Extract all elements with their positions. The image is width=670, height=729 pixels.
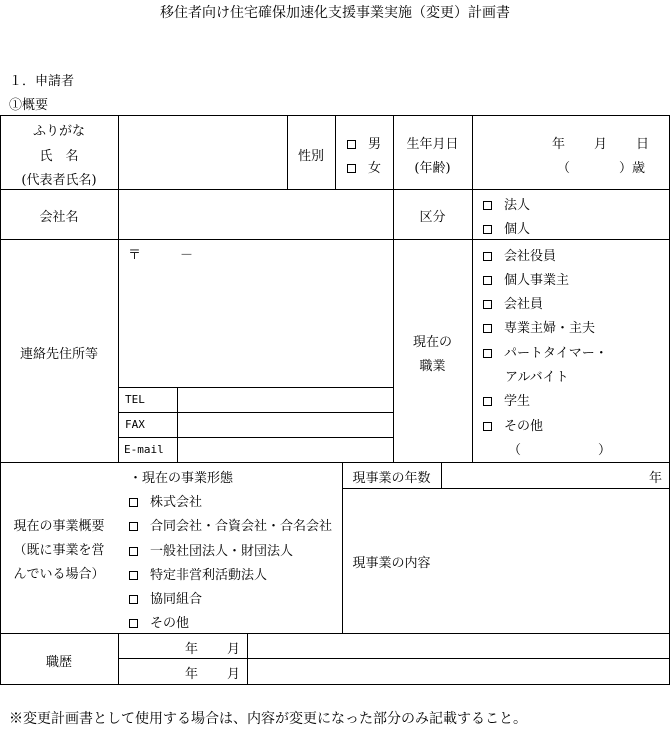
business-form-option-label: 特定非営利活動法人 bbox=[150, 568, 268, 583]
occupation-option-label: 会社役員 bbox=[504, 249, 557, 264]
address-input[interactable] bbox=[124, 262, 389, 382]
email-input[interactable] bbox=[180, 439, 390, 460]
business-overview-label-line2: （既に事業を営 bbox=[13, 543, 105, 558]
subsection-heading: ①概要 bbox=[9, 98, 49, 113]
checkbox-icon[interactable] bbox=[129, 595, 138, 604]
checkbox-icon[interactable] bbox=[129, 619, 138, 628]
business-form-option[interactable] bbox=[129, 540, 293, 559]
age-paren-open: （ bbox=[557, 161, 571, 176]
postal-dash: － bbox=[180, 248, 194, 263]
tel-input[interactable] bbox=[180, 389, 390, 410]
occupation-option[interactable] bbox=[483, 390, 530, 409]
business-form-option[interactable] bbox=[129, 515, 332, 534]
business-content-label: 現事業の内容 bbox=[352, 556, 431, 571]
checkbox-icon[interactable] bbox=[483, 324, 492, 333]
checkbox-icon[interactable] bbox=[129, 571, 138, 580]
gender-male-option[interactable] bbox=[347, 133, 381, 152]
business-form-option-label: その他 bbox=[150, 616, 190, 631]
age-label: (年齢) bbox=[414, 161, 451, 176]
category-individual-label: 個人 bbox=[504, 222, 531, 237]
postal-mark: 〒 bbox=[128, 248, 142, 263]
occupation-option[interactable] bbox=[483, 245, 556, 264]
business-overview-label-line3: んでいる場合） bbox=[13, 567, 105, 582]
business-form-option[interactable] bbox=[129, 564, 267, 583]
checkbox-icon[interactable] bbox=[483, 397, 492, 406]
checkbox-icon[interactable] bbox=[483, 225, 492, 234]
checkbox-icon[interactable] bbox=[347, 164, 356, 173]
birthdate-label: 生年月日 bbox=[406, 137, 459, 152]
section-heading: １．申請者 bbox=[9, 74, 75, 89]
occupation-option-label: その他 bbox=[504, 419, 544, 434]
business-form-header: ・現在の事業形態 bbox=[129, 471, 234, 486]
business-years-label: 現事業の年数 bbox=[352, 471, 431, 486]
checkbox-icon[interactable] bbox=[483, 201, 492, 210]
checkbox-icon[interactable] bbox=[483, 349, 492, 358]
email-label: E-mail bbox=[124, 443, 164, 456]
business-content-input[interactable] bbox=[446, 492, 666, 629]
category-individual-option[interactable] bbox=[483, 218, 530, 237]
career-label: 職歴 bbox=[45, 655, 72, 670]
business-form-option-label: 株式会社 bbox=[150, 495, 203, 510]
checkbox-icon[interactable] bbox=[483, 252, 492, 261]
business-form-option-label: 合同会社・合資会社・合名会社 bbox=[150, 519, 333, 534]
category-corporation-option[interactable] bbox=[483, 194, 530, 213]
career-month-unit: 月 bbox=[227, 667, 241, 682]
occupation-label-line1: 現在の bbox=[412, 335, 452, 350]
business-form-option-label: 協同組合 bbox=[150, 592, 203, 607]
occupation-option-label: 専業主婦・主夫 bbox=[504, 321, 596, 336]
business-years-unit: 年 bbox=[649, 471, 663, 486]
business-years-input[interactable] bbox=[446, 464, 616, 486]
checkbox-icon[interactable] bbox=[483, 276, 492, 285]
occupation-option[interactable] bbox=[483, 317, 595, 336]
category-label: 区分 bbox=[419, 210, 446, 225]
career-year-unit: 年 bbox=[185, 642, 199, 657]
birth-year-unit: 年 bbox=[552, 137, 566, 152]
gender-label: 性別 bbox=[297, 149, 324, 164]
tel-label: TEL bbox=[125, 393, 145, 406]
occupation-option[interactable] bbox=[483, 415, 543, 434]
age-paren-close: ）歳 bbox=[619, 161, 646, 176]
gender-female-option[interactable] bbox=[347, 157, 381, 176]
fax-input[interactable] bbox=[180, 414, 390, 435]
name-input[interactable] bbox=[124, 120, 284, 186]
checkbox-icon[interactable] bbox=[347, 140, 356, 149]
company-name-input[interactable] bbox=[124, 193, 389, 235]
career-year-unit: 年 bbox=[185, 667, 199, 682]
occupation-option[interactable] bbox=[483, 269, 569, 288]
category-corporation-label: 法人 bbox=[504, 198, 531, 213]
occupation-option[interactable] bbox=[483, 342, 608, 361]
occupation-option-label: パートタイマー・ bbox=[504, 346, 608, 361]
career-input[interactable] bbox=[251, 660, 666, 681]
occupation-label-line2: 職業 bbox=[419, 359, 446, 374]
gender-male-label: 男 bbox=[368, 137, 382, 152]
name-label: 氏 名 bbox=[39, 149, 79, 164]
document-title: 移住者向け住宅確保加速化支援事業実施（変更）計画書 bbox=[160, 5, 510, 21]
checkbox-icon[interactable] bbox=[483, 300, 492, 309]
checkbox-icon[interactable] bbox=[483, 422, 492, 431]
career-month-unit: 月 bbox=[227, 642, 241, 657]
footer-note: ※変更計画書として使用する場合は、内容が変更になった部分のみ記載すること。 bbox=[9, 711, 527, 727]
business-form-option[interactable] bbox=[129, 491, 202, 510]
other-paren-close: ） bbox=[598, 443, 612, 458]
occupation-option-label: 会社員 bbox=[504, 297, 544, 312]
address-label: 連絡先住所等 bbox=[19, 347, 98, 362]
business-form-option[interactable] bbox=[129, 588, 202, 607]
birth-month-unit: 月 bbox=[594, 137, 608, 152]
gender-female-label: 女 bbox=[368, 161, 382, 176]
business-form-option[interactable] bbox=[129, 612, 189, 631]
career-input[interactable] bbox=[251, 635, 666, 656]
other-paren-open: （ bbox=[508, 443, 522, 458]
occupation-option[interactable] bbox=[483, 293, 543, 312]
checkbox-icon[interactable] bbox=[129, 498, 138, 507]
checkbox-icon[interactable] bbox=[129, 522, 138, 531]
occupation-option-label: 学生 bbox=[504, 394, 531, 409]
fax-label: FAX bbox=[125, 418, 145, 431]
company-name-label: 会社名 bbox=[39, 210, 79, 225]
birth-day-unit: 日 bbox=[636, 137, 650, 152]
business-form-option-label: 一般社団法人・財団法人 bbox=[150, 544, 294, 559]
checkbox-icon[interactable] bbox=[129, 547, 138, 556]
occupation-continuation: アルバイト bbox=[505, 370, 569, 385]
furigana-label: ふりがな bbox=[32, 124, 85, 139]
occupation-option-label: 個人事業主 bbox=[504, 273, 570, 288]
representative-label: (代表者氏名) bbox=[21, 173, 97, 188]
business-overview-label-line1: 現在の事業概要 bbox=[13, 519, 105, 534]
